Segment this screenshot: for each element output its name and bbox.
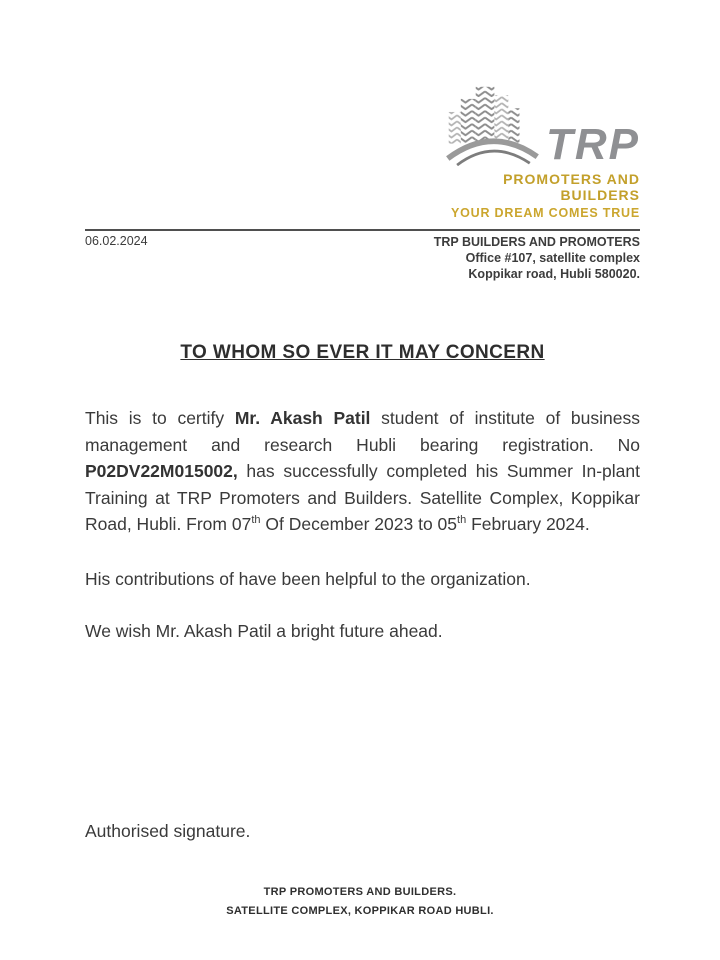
brand-name: TRP — [546, 120, 640, 169]
company-address-line3: Koppikar road, Hubli 580020. — [468, 267, 640, 281]
footer-company-line: TRP PROMOTERS AND BUILDERS. — [263, 886, 457, 898]
logo-promoters-line: PROMOTERS AND — [503, 171, 640, 187]
contributions-paragraph: His contributions of have been helpful to the organization. — [85, 568, 531, 589]
company-address — [434, 234, 640, 282]
certificate-paragraph: This is to certify Mr. Akash Patil student of institute of business management and research Hubli bearing registration. No P02DV22M015002, has successfully completed his Summer In-plant Training at TRP Promoters and Builders. Satellite Complex, Koppikar Road, Hubli. From 07th Of December 2023 to 05th February 2024. — [85, 408, 640, 534]
header-divider — [85, 229, 640, 231]
company-logo — [85, 84, 640, 221]
footer-address-line: SATELLITE COMPLEX, KOPPIKAR ROAD HUBLI. — [226, 905, 494, 917]
company-address-line1: TRP BUILDERS AND PROMOTERS — [433, 235, 640, 249]
letter-title: TO WHOM SO EVER IT MAY CONCERN — [180, 342, 545, 363]
company-address-line2: Office #107, satellite complex — [465, 251, 640, 265]
wishes-paragraph: We wish Mr. Akash Patil a bright future ahead. — [85, 621, 443, 641]
logo-builders-line: BUILDERS — [560, 187, 640, 203]
header-row — [85, 234, 640, 282]
authorised-signature-label: Authorised signature. — [85, 820, 251, 841]
footer — [0, 883, 720, 921]
buildings-logo-icon — [445, 84, 540, 171]
logo-tagline: YOUR DREAM COMES TRUE — [450, 206, 640, 220]
letter-date: 06.02.2024 — [85, 234, 148, 248]
